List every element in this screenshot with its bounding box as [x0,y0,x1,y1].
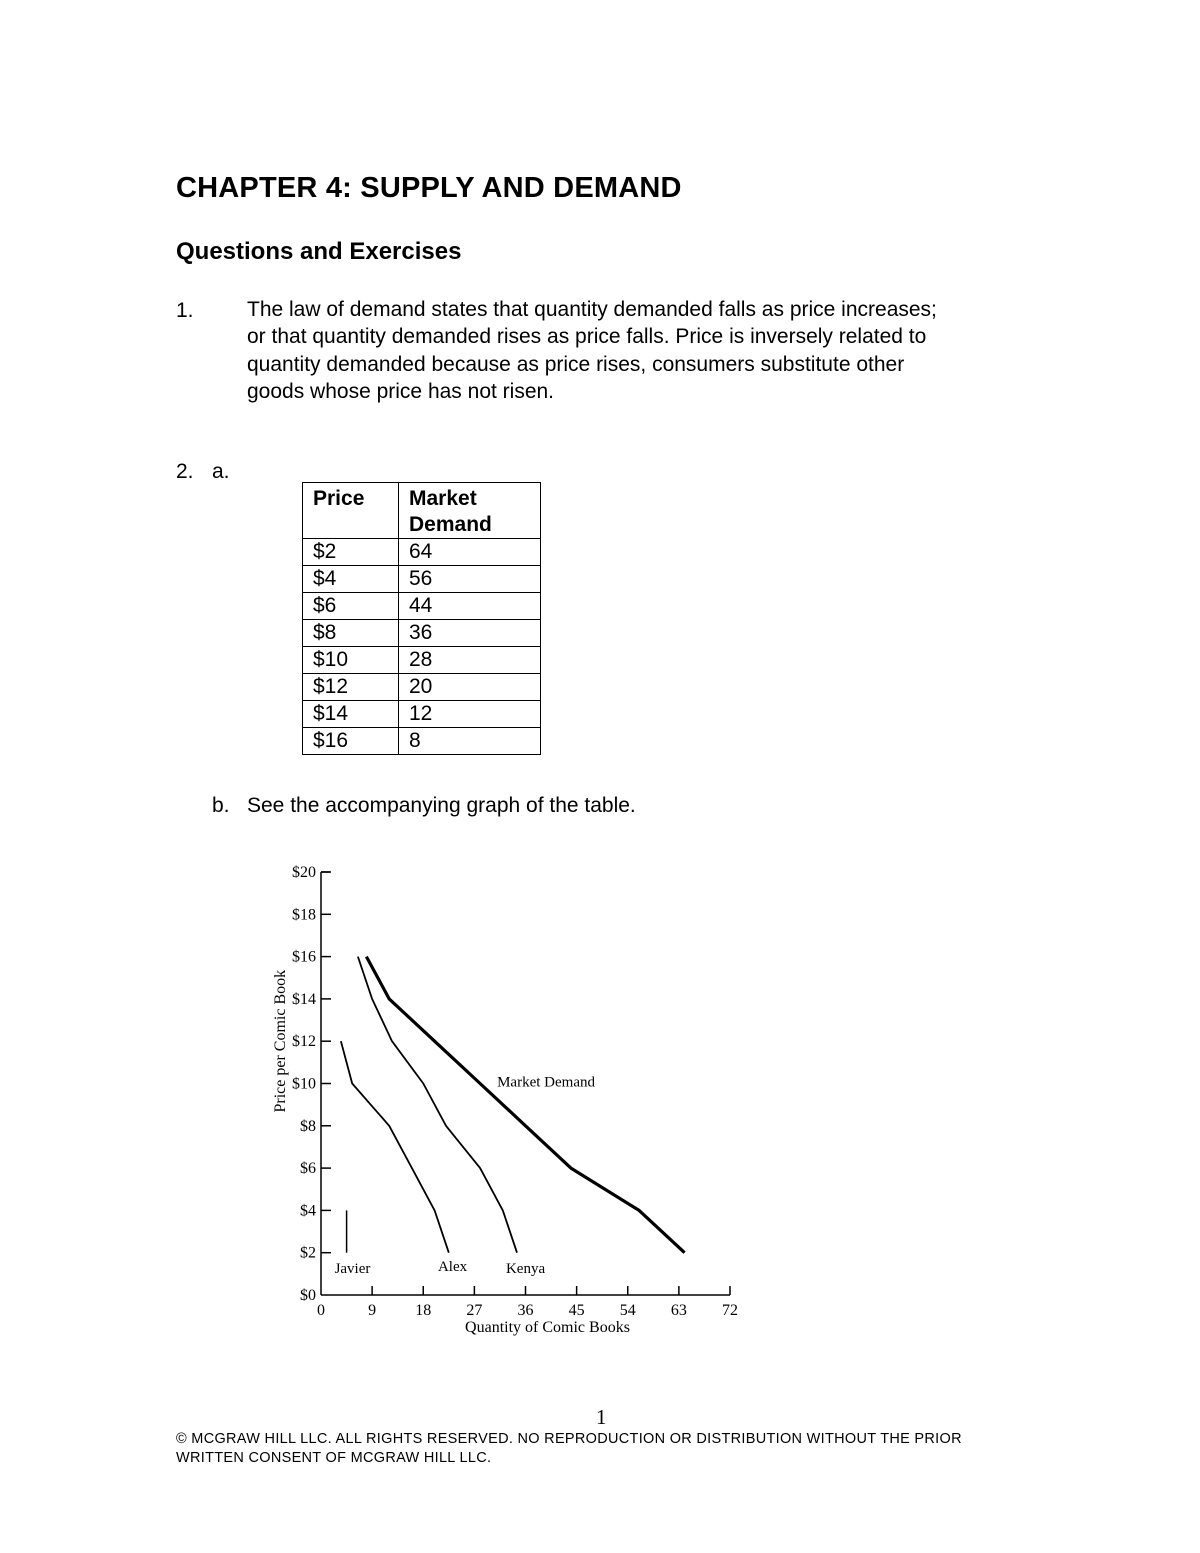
header-price: Price [303,483,399,539]
demand-cell: 12 [399,701,541,728]
table-row [303,593,541,620]
x-tick-label: 45 [568,1302,585,1319]
x-tick-label: 18 [415,1302,432,1319]
price-cell: $12 [303,674,399,701]
y-tick-label: $16 [292,948,316,966]
table-row [303,539,541,566]
demand-cell: 28 [399,647,541,674]
series-line-market-demand [366,957,684,1253]
demand-graph [250,850,770,1350]
x-axis-label: Quantity of Comic Books [465,1319,630,1336]
table-row [303,566,541,593]
answer-line: quantity demanded because as price rises, consumers substitute other [247,352,905,376]
x-tick-label: 63 [670,1302,687,1319]
series-line-kenya [358,957,517,1253]
footer-line: WRITTEN CONSENT OF MCGRAW HILL LLC. [176,1449,492,1466]
demand-cell: 64 [399,539,541,566]
market-demand-table [302,482,541,755]
part-a-label: a. [212,460,230,483]
price-cell: $10 [303,647,399,674]
price-cell: $14 [303,701,399,728]
price-cell: $6 [303,593,399,620]
x-tick-label: 27 [466,1302,483,1319]
answer-line: goods whose price has not risen. [247,379,555,403]
table-row [303,701,541,728]
y-tick-label: $8 [300,1117,316,1135]
y-tick-label: $10 [292,1075,316,1093]
y-tick-label: $14 [292,990,316,1008]
demand-cell: 56 [399,566,541,593]
answer-line: The law of demand states that quantity demanded falls as price increases; [247,298,937,321]
table-header-row [303,483,541,539]
part-b-label: b. [212,794,230,817]
x-tick-label: 54 [619,1302,636,1319]
demand-cell: 8 [399,728,541,755]
price-cell: $4 [303,566,399,593]
price-cell: $8 [303,620,399,647]
y-tick-label: $20 [292,864,316,881]
price-cell: $16 [303,728,399,755]
question-1-number: 1. [176,299,194,322]
series-label-kenya: Kenya [505,1261,546,1277]
section-heading: Questions and Exercises [176,238,462,265]
question-2-number: 2. [176,460,194,483]
y-tick-label: $2 [300,1244,316,1262]
table-row [303,674,541,701]
y-tick-label: $6 [300,1160,316,1178]
price-cell: $2 [303,539,399,566]
x-tick-label: 36 [517,1302,534,1319]
demand-cell: 44 [399,593,541,620]
series-label-market-demand: Market Demand [497,1074,595,1091]
footer-line: © MCGRAW HILL LLC. ALL RIGHTS RESERVED. NO REPRODUCTION OR DISTRIBUTION WITHOUT THE PRIOR [176,1431,962,1447]
header-market-demand: Market Demand [399,483,541,539]
y-axis-label: Price per Comic Book [272,969,289,1113]
table-row [303,620,541,647]
x-tick-label: 0 [317,1302,325,1319]
table-row [303,647,541,674]
copyright-footer [176,1430,1036,1467]
series-label-javier: Javier [334,1261,371,1277]
series-label-alex: Alex [437,1259,468,1275]
y-tick-label: $18 [292,906,316,924]
chapter-title: CHAPTER 4: SUPPLY AND DEMAND [176,172,682,204]
x-tick-label: 9 [368,1302,377,1319]
x-tick-label: 72 [722,1302,738,1319]
page-number: 1 [596,1405,607,1429]
y-tick-label: $0 [300,1287,316,1304]
answer-line: or that quantity demanded rises as price falls. Price is inversely related to [247,325,927,349]
demand-cell: 20 [399,674,541,701]
question-1-answer [247,296,1037,405]
y-tick-label: $4 [300,1202,316,1220]
table-row [303,728,541,755]
demand-cell: 36 [399,620,541,647]
y-tick-label: $12 [292,1033,316,1051]
series-line-alex [341,1041,449,1253]
part-b-text: See the accompanying graph of the table. [247,794,636,817]
